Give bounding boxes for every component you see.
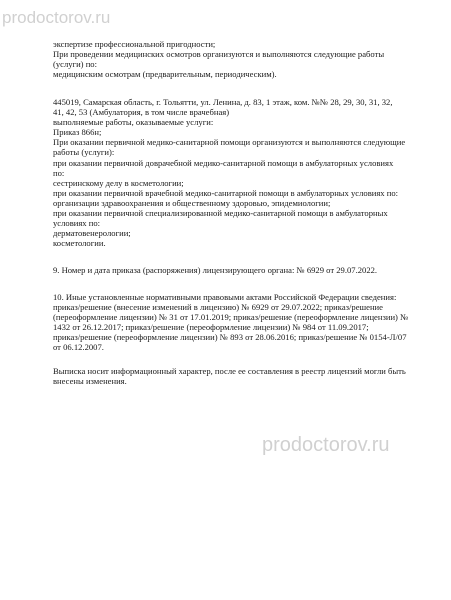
disclaimer-paragraph: Выписка носит информационный характер, после ее составления в реестр лицензий могли быть внесены изменения. [53,366,406,387]
medical-examinations-paragraph: экспертизе профессиональной пригодности; При проведении медицинских осмотров организуются и выполняются следующие работы (услуги) по: медицинским осмотрам (предварительным, периодическим). [53,39,385,80]
watermark-middle: prodoctorov.ru [262,434,390,456]
address-services-paragraph: 445019, Самарская область, г. Тольятти, ул. Ленина, д. 83, 1 этаж, ком. №№ 28, 29, 30, 31, 32, 41, 42, 53 (Амбулатория, в том числе врачебная) выполняемые работы, оказываемые услуги: Приказ 866н; При оказании первичной медико-санитарной помощи организуются и выполняются следующие работы (услуги): при оказании первичной доврачебной медико-санитарной помощи в амбулаторных условиях по: сестринскому делу в косметологии; при оказании первичной врачебной медико-санитарной помощи в амбулаторных условиях по: организации здравоохранения и общественному здоровью, эпидемиологии; при оказании первичной специализированной медико-санитарной помощи в амбулаторных условиях по: дерматовенерологии; косметологии. [53,97,406,249]
other-info-paragraph: 10. Иные установленные нормативными правовыми актами Российской Федерации сведения: приказ/решение (внесение изменений в лицензию) № 6929 от 29.07.2022; приказ/решение (переоформление лицензии) № 31 от 17.01.2019; приказ/решение (переоформление лицензии) № 1432 от 26.12.2017; приказ/решение (переоформление лицензии) № 984 от 11.09.2017; приказ/решение (переоформление лицензии) № 893 от 28.06.2016; приказ/решение № 0154-Л/07 от 06.12.2007. [53,292,409,353]
watermark-top: prodoctorov.ru [2,8,111,27]
order-number-paragraph: 9. Номер и дата приказа (распоряжения) лицензирующего органа: № 6929 от 29.07.2022. [53,265,378,275]
